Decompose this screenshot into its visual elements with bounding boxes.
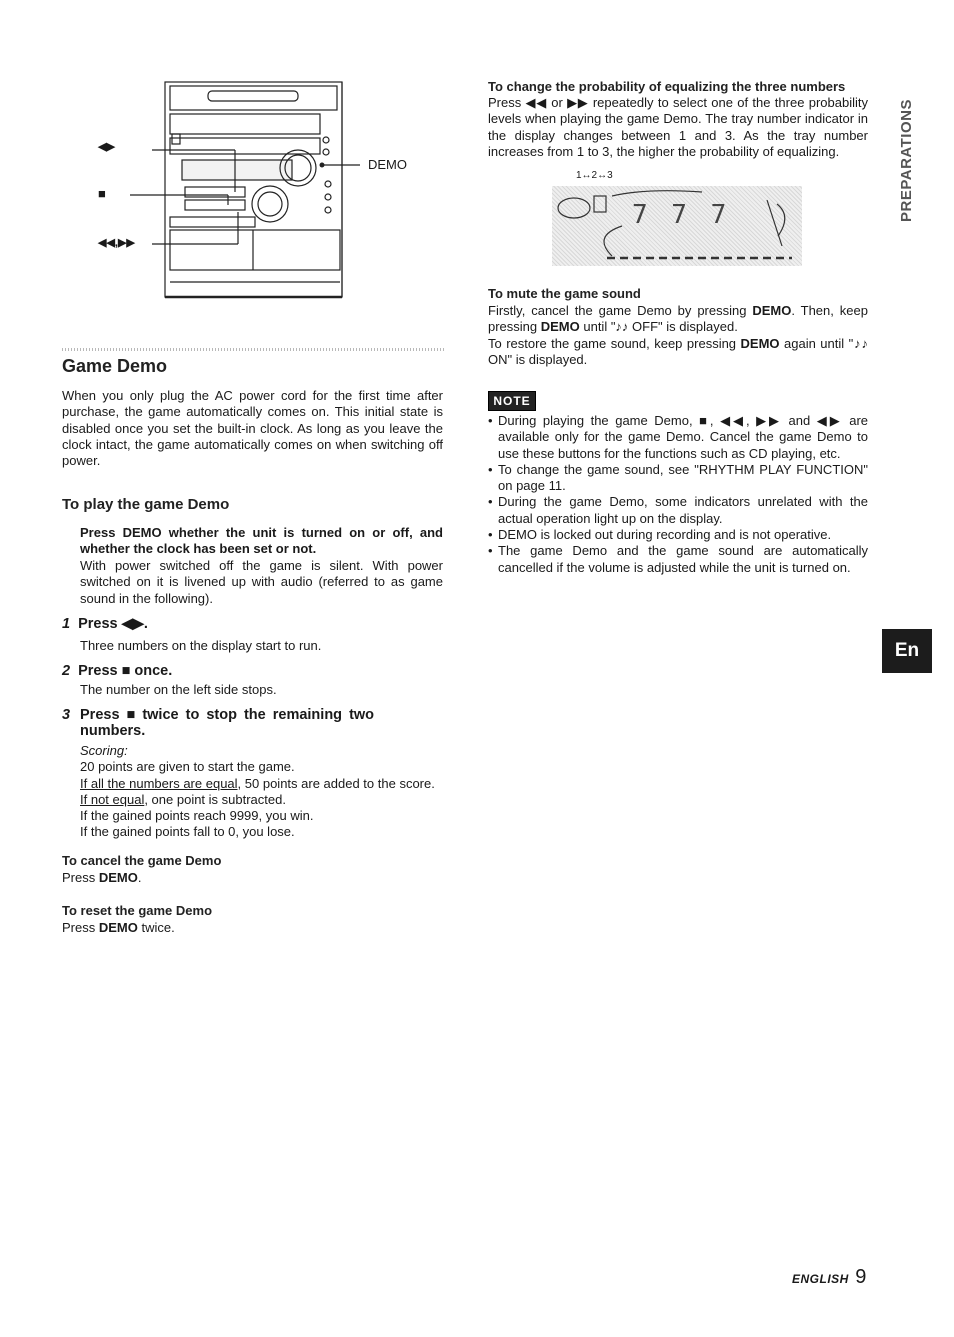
section-side-label: PREPARATIONS xyxy=(898,99,915,222)
intro-paragraph: When you only plug the AC power cord for the first time after purchase, the game automatically comes on. This initial state is disabled once you set the built-in clock. As long as you leave the clock intact, the game automatically comes on when switching off power. xyxy=(62,388,443,469)
probability-text: Press ◀◀ or ▶▶ repeatedly to select one of the three probability levels when playing the game Demo. The tray number indicator in the display changes between 1 and 3. As the tray number increases from 1 to 3, the higher the probability of equalizing. xyxy=(488,95,868,159)
step-1-label: Press ◀▶. xyxy=(78,616,148,632)
scoring-line-2 xyxy=(80,776,443,792)
label-demo: DEMO xyxy=(368,157,407,172)
cancel-text-bold: DEMO xyxy=(98,870,138,885)
display-digits: 7 7 7 xyxy=(632,200,731,230)
label-skip: ◀◀,▶▶ xyxy=(98,237,135,249)
note-item: • To change the game sound, see "RHYTHM PLAY FUNCTION" on page 11. xyxy=(488,462,868,495)
stereo-unit-drawing xyxy=(90,72,430,312)
mute-1e: until "♪♪ OFF" is displayed. xyxy=(579,319,738,335)
play-instruction-text: With power switched off the game is silent. With power switched on it is livened up with audio (referred to as game sound in the following). xyxy=(80,558,443,606)
mute-text-2 xyxy=(488,336,868,369)
scoring-line-5: If the gained points fall to 0, you lose. xyxy=(80,824,295,840)
scoring-line-3-underlined: If not equal xyxy=(80,791,145,807)
page-footer xyxy=(792,1266,866,1289)
cancel-text-pre: Press xyxy=(62,870,99,885)
game-display-illustration xyxy=(552,186,802,266)
tray-cycle-label: 1↔2↔3 xyxy=(576,170,613,181)
page-title: Game Demo xyxy=(62,356,168,376)
play-instruction-bold: Press DEMO whether the unit is turned on or off, and whether the clock has been set or not. xyxy=(80,525,443,557)
note-item: • During playing the game Demo, ■, ◀◀, ▶▶ and ◀▶ are available only for the game Demo. Cancel the game Demo to use these buttons for the functions such as CD playing, etc. xyxy=(488,413,868,462)
notes-list xyxy=(488,413,868,576)
step-2-label: Press ■ once. xyxy=(78,663,173,679)
reset-text-bold: DEMO xyxy=(98,920,138,935)
mute-1a: Firstly, cancel the game Demo by pressing xyxy=(488,303,753,318)
mute-1c: . Then, keep pressing xyxy=(488,303,868,335)
language-tab: En xyxy=(882,629,932,673)
play-heading: To play the game Demo xyxy=(62,496,230,513)
scoring-line-3 xyxy=(80,792,443,808)
footer-language: ENGLISH xyxy=(792,1272,849,1286)
scoring-block xyxy=(80,743,443,841)
scoring-line-3-rest: , one point is subtracted. xyxy=(144,791,286,807)
step-3-number: 3 xyxy=(62,707,71,723)
reset-text-post: twice. xyxy=(137,920,175,935)
mute-1d: DEMO xyxy=(540,319,580,335)
step-2-text: The number on the left side stops. xyxy=(80,682,277,697)
label-play-pause: ◀▶ xyxy=(98,141,115,153)
mute-text-1 xyxy=(488,303,868,336)
cancel-text xyxy=(62,870,141,886)
scoring-line-2-rest: , 50 points are added to the score. xyxy=(237,775,435,791)
scoring-line-4: If the gained points reach 9999, you win. xyxy=(80,808,314,824)
mute-2a: To restore the game sound, keep pressing xyxy=(488,336,741,351)
section-divider xyxy=(62,348,444,351)
cancel-heading: To cancel the game Demo xyxy=(62,853,222,868)
mute-1b: DEMO xyxy=(752,303,792,318)
step-1-text: Three numbers on the display start to run. xyxy=(80,638,322,653)
step-2-title xyxy=(62,663,172,679)
label-stop: ■ xyxy=(98,186,106,201)
mute-heading: To mute the game sound xyxy=(488,286,641,301)
probability-heading: To change the probability of equalizing the three numbers xyxy=(488,79,846,94)
scoring-line-1: 20 points are given to start the game. xyxy=(80,759,295,775)
note-badge: NOTE xyxy=(488,391,536,411)
page-number: 9 xyxy=(855,1266,867,1288)
mute-2c: again until "♪♪ ON" is displayed. xyxy=(488,336,868,368)
cancel-text-post: . xyxy=(137,870,142,885)
reset-text-pre: Press xyxy=(62,920,99,935)
note-item: • DEMO is locked out during recording and is not operative. xyxy=(488,527,868,543)
device-illustration xyxy=(90,72,430,312)
reset-text xyxy=(62,920,175,936)
note-item: • During the game Demo, some indicators unrelated with the actual operation light up on the display. xyxy=(488,494,868,527)
step-3-title xyxy=(62,707,443,739)
step-2-number: 2 xyxy=(62,663,71,679)
step-3-label: Press ■ twice to stop the remaining two numbers. xyxy=(80,707,375,739)
note-item: • The game Demo and the game sound are automatically cancelled if the volume is adjusted while the unit is turned on. xyxy=(488,543,868,576)
scoring-line-2-underlined: If all the numbers are equal xyxy=(80,775,238,791)
step-1-title xyxy=(62,616,148,632)
reset-heading: To reset the game Demo xyxy=(62,903,213,918)
mute-2b: DEMO xyxy=(740,336,780,351)
scoring-label: Scoring: xyxy=(80,743,128,758)
step-1-number: 1 xyxy=(62,616,71,632)
